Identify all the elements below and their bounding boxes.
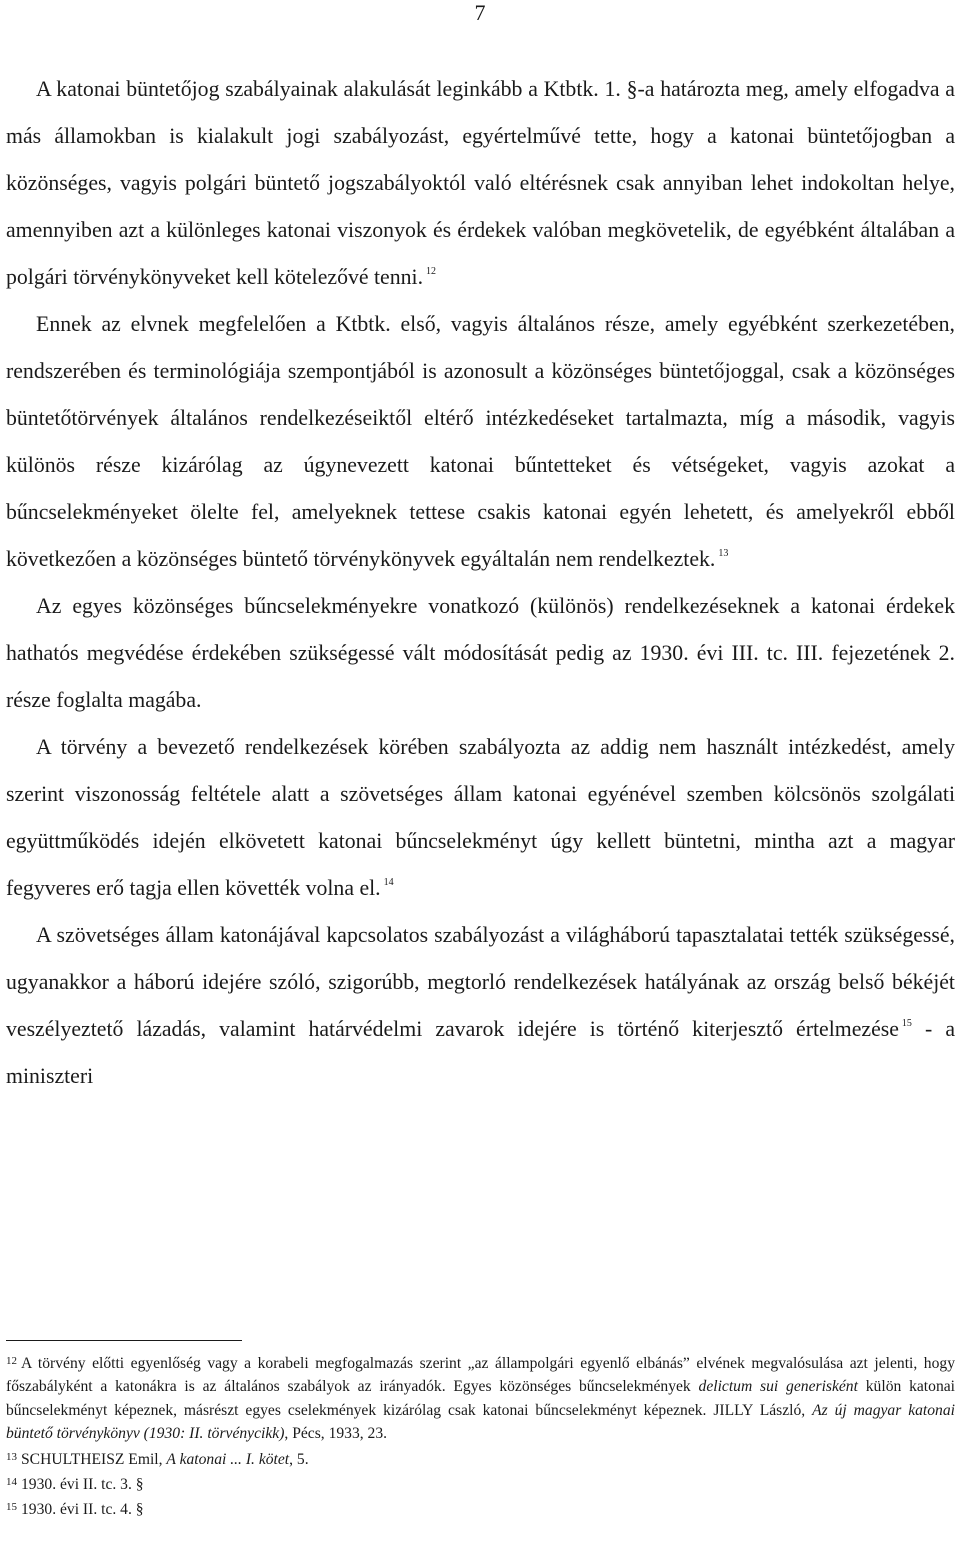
- footnote-text: 1930. évi II. tc. 3. §: [21, 1476, 144, 1494]
- paragraph: [6, 912, 955, 1100]
- footnote-ref[interactable]: 14: [383, 877, 394, 888]
- footnote-number: 14: [6, 1476, 17, 1489]
- paragraph: [6, 301, 955, 583]
- paragraph: [6, 66, 955, 301]
- footnote-ref[interactable]: 15: [901, 1018, 912, 1029]
- footnote-number: 15: [6, 1501, 17, 1514]
- footnote-text: 1930. évi II. tc. 4. §: [21, 1501, 144, 1519]
- paragraph-text-continued: - a miniszteri: [6, 1017, 955, 1088]
- footnote-text: A törvény előtti egyenlőség vagy a korabeli megfogalmazás szerint „az állampolgári egyenlő elbánás” elvének megvalósulása azt jelenti, hogy főszabályként a katonákra is az általános szabályok az irányadók. Egyes közönséges bűncselekmények: [6, 1355, 955, 1396]
- footnote-text: , 5.: [289, 1450, 309, 1468]
- footnotes: [6, 1350, 955, 1522]
- footnote-ref[interactable]: 12: [426, 266, 437, 277]
- body-text: [6, 66, 955, 1100]
- footnote-text: SCHULTHEISZ Emil,: [21, 1450, 167, 1468]
- footnote-number: 12: [6, 1355, 17, 1367]
- paragraph-text: Ennek az elvnek megfelelően a Ktbtk. első, vagyis általános része, amely egyébként szerkezetében, rendszerében és terminológiája szempontjából is azonosult a közönséges büntetőjoggal, csak a közönséges büntetőtörvények általános rendelkezéseiktől eltérő intézkedéseket tartalmazta, míg a második, vagyis különös része kizárólag az úgynevezett katonai bűntetteket és vétségeket, vagyis azokat a bűncselekményeket ölelte fel, amelyeknek tettese csakis katonai egyén lehetett, és amelyekről ebből következően a közönséges büntető törvénykönyvek egyáltalán nem rendelkeztek.: [6, 312, 955, 571]
- footnote-italic: A katonai ... I. kötet: [166, 1450, 290, 1468]
- footnote-number: 13: [6, 1450, 17, 1463]
- page-number: 7: [474, 0, 486, 25]
- footnote-italic: delictum sui generisként: [698, 1378, 858, 1396]
- footnote-italic: Az új magyar katonai büntető törvénykönyv (1930: II. törvénycikk): [6, 1401, 955, 1443]
- paragraph-text: A törvény a bevezető rendelkezések körében szabályozta az addig nem használt intézkedést, amely szerint viszonosság feltétele alatt a szövetséges állam katonai egyénével szemben kölcsönös szolgálati együttműködés idején elkövetett katonai bűncselekményt úgy kellett büntetni, mintha azt a magyar fegyveres erő tagja ellen követték volna el.: [6, 735, 955, 900]
- footnote-13: [6, 1446, 955, 1471]
- footnote-separator: [6, 1340, 242, 1341]
- footnote-text: , Pécs, 1933, 23.: [284, 1425, 388, 1443]
- paragraph: [6, 583, 955, 724]
- footnote-14: [6, 1471, 955, 1496]
- paragraph: [6, 724, 955, 912]
- footnote-text: külön katonai bűncselekményt képeznek, másrészt egyes cselekmények kizárólag csak katonai bűncselekményt képeznek. JILLY László,: [6, 1378, 955, 1419]
- footnote-12: [6, 1350, 955, 1446]
- paragraph-text: Az egyes közönséges bűncselekményekre vonatkozó (különös) rendelkezéseknek a katonai érdekek hathatós megvédése érdekében szükségessé vált módosítását pedig az 1930. évi III. tc. III. fejezetének 2. része foglalta magába.: [6, 594, 955, 712]
- footnote-15: [6, 1496, 955, 1521]
- footnote-ref[interactable]: 13: [718, 548, 729, 559]
- paragraph-text: A szövetséges állam katonájával kapcsolatos szabályozást a világháború tapasztalatai tették szükségessé, ugyanakkor a háború idejére szóló, szigorúbb, megtorló rendelkezések hatályának az ország belső békéjét veszélyeztető lázadás, valamint határvédelmi zavarok idejére is történő kiterjesztő értelmezése: [6, 923, 955, 1041]
- paragraph-text: A katonai büntetőjog szabályainak alakulását leginkább a Ktbtk. 1. §-a határozta meg, amely elfogadva a más államokban is kialakult jogi szabályozást, egyértelművé tette, hogy a katonai büntetőjogban a közönséges, vagyis polgári büntető jogszabályoktól való eltérésnek csak annyiban lehet indokoltan helye, amennyiben azt a különleges katonai viszonyok és érdekek valóban megkövetelik, de egyébként általában a polgári törvénykönyveket kell kötelezővé tenni.: [6, 77, 955, 289]
